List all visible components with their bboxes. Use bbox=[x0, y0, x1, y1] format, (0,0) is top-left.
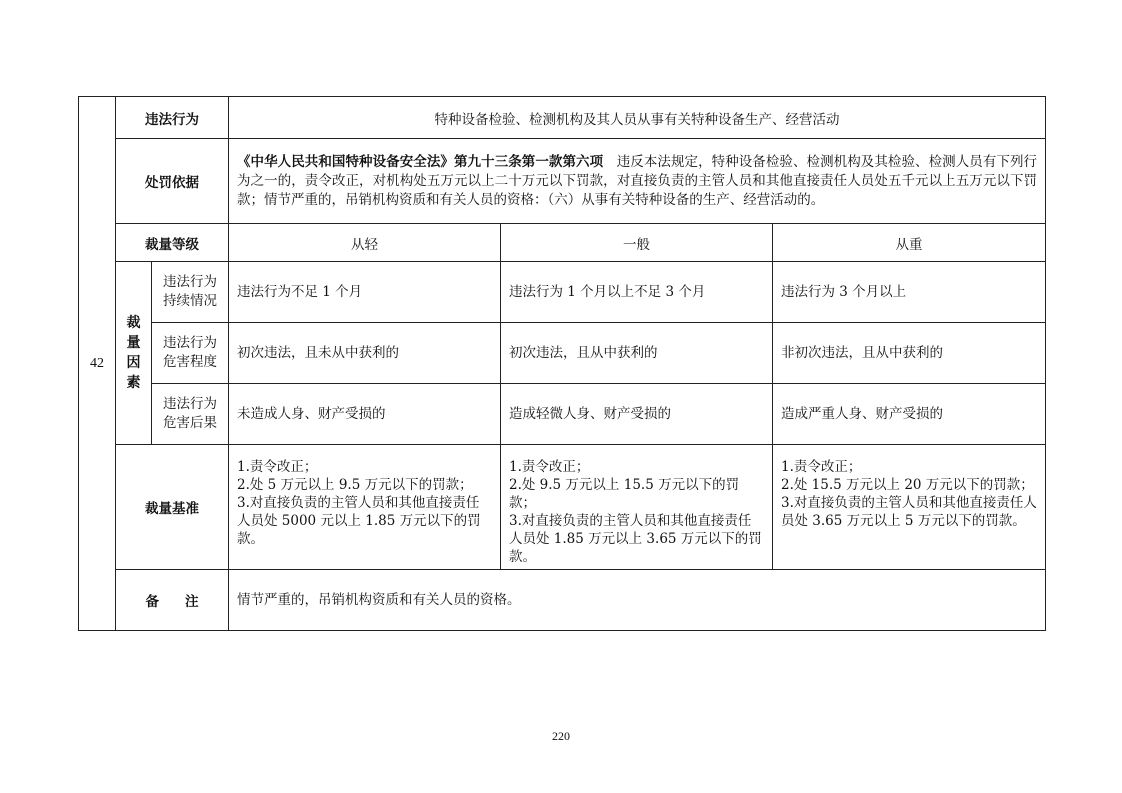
factor-label-char: 裁 bbox=[126, 315, 141, 331]
factor-light: 初次违法，且未从中获利的 bbox=[229, 323, 501, 384]
factor-normal: 初次违法，且从中获利的 bbox=[501, 323, 773, 384]
factor-name bbox=[152, 384, 229, 445]
factor-normal: 违法行为 1 个月以上不足 3 个月 bbox=[501, 262, 773, 323]
factor-normal: 造成轻微人身、财产受损的 bbox=[501, 384, 773, 445]
page-number: 220 bbox=[552, 729, 570, 743]
factor-name-line: 违法行为 bbox=[163, 335, 217, 351]
standard-heavy bbox=[773, 445, 1046, 570]
factor-label-char: 素 bbox=[126, 375, 141, 391]
item-number: 42 bbox=[79, 97, 116, 631]
factor-name-line: 危害程度 bbox=[163, 354, 217, 370]
factor-label-char: 量 bbox=[126, 335, 141, 351]
factor-light: 未造成人身、财产受损的 bbox=[229, 384, 501, 445]
remarks-label: 备注 bbox=[116, 570, 229, 631]
factor-heavy: 造成严重人身、财产受损的 bbox=[773, 384, 1046, 445]
standard-normal bbox=[501, 445, 773, 570]
factor-label-char: 因 bbox=[126, 355, 141, 371]
level-heavy: 从重 bbox=[773, 224, 1046, 262]
discretion-standard-table bbox=[78, 96, 1046, 631]
factor-name bbox=[152, 262, 229, 323]
standard-line: 1.责令改正； bbox=[509, 459, 590, 475]
standard-label: 裁量基准 bbox=[116, 445, 229, 570]
level-normal: 一般 bbox=[501, 224, 773, 262]
level-light: 从轻 bbox=[229, 224, 501, 262]
factor-heavy: 非初次违法，且从中获利的 bbox=[773, 323, 1046, 384]
factor-heavy: 违法行为 3 个月以上 bbox=[773, 262, 1046, 323]
factor-light: 违法行为不足 1 个月 bbox=[229, 262, 501, 323]
violation-label: 违法行为 bbox=[116, 97, 229, 139]
standard-line: 2.处 5 万元以上 9.5 万元以下的罚款； bbox=[237, 477, 473, 493]
factor-name bbox=[152, 323, 229, 384]
level-label: 裁量等级 bbox=[116, 224, 229, 262]
standard-line: 3.对直接负责的主管人员和其他直接责任人员处 1.85 万元以上 3.65 万元以下的罚款。 bbox=[509, 513, 762, 565]
standard-line: 3.对直接负责的主管人员和其他直接责任人员处 3.65 万元以上 5 万元以下的罚款。 bbox=[781, 495, 1037, 529]
factor-name-line: 危害后果 bbox=[163, 415, 217, 431]
standard-line: 1.责令改正； bbox=[237, 459, 318, 475]
factor-name-line: 违法行为 bbox=[163, 396, 217, 412]
basis-text: 违反本法规定，特种设备检验、检测机构及其检验、检测人员有下列行为之一的，责令改正，对机构处五万元以上二十万元以下罚款，对直接负责的主管人员和其他直接责任人员处五千元以上五万元以下罚款；情节严重的，吊销机构资质和有关人员的资格：（六）从事有关特种设备的生产、经营活动的。 bbox=[237, 153, 1038, 208]
standard-line: 1.责令改正； bbox=[781, 459, 862, 475]
factor-name-line: 违法行为 bbox=[163, 274, 217, 290]
basis-cell bbox=[229, 139, 1046, 224]
factor-name-line: 持续情况 bbox=[163, 293, 217, 309]
standard-line: 2.处 9.5 万元以上 15.5 万元以下的罚款； bbox=[509, 477, 740, 511]
standard-light bbox=[229, 445, 501, 570]
remarks-text: 情节严重的，吊销机构资质和有关人员的资格。 bbox=[229, 570, 1046, 631]
law-reference: 《中华人民共和国特种设备安全法》第九十三条第一款第六项 bbox=[237, 153, 604, 170]
violation-text: 特种设备检验、检测机构及其人员从事有关特种设备生产、经营活动 bbox=[229, 97, 1046, 139]
standard-line: 2.处 15.5 万元以上 20 万元以下的罚款； bbox=[781, 477, 1034, 493]
basis-label: 处罚依据 bbox=[116, 139, 229, 224]
standard-line: 3.对直接负责的主管人员和其他直接责任人员处 5000 元以上 1.85 万元以下的罚款。 bbox=[237, 495, 481, 547]
factor-group-label bbox=[116, 262, 152, 445]
